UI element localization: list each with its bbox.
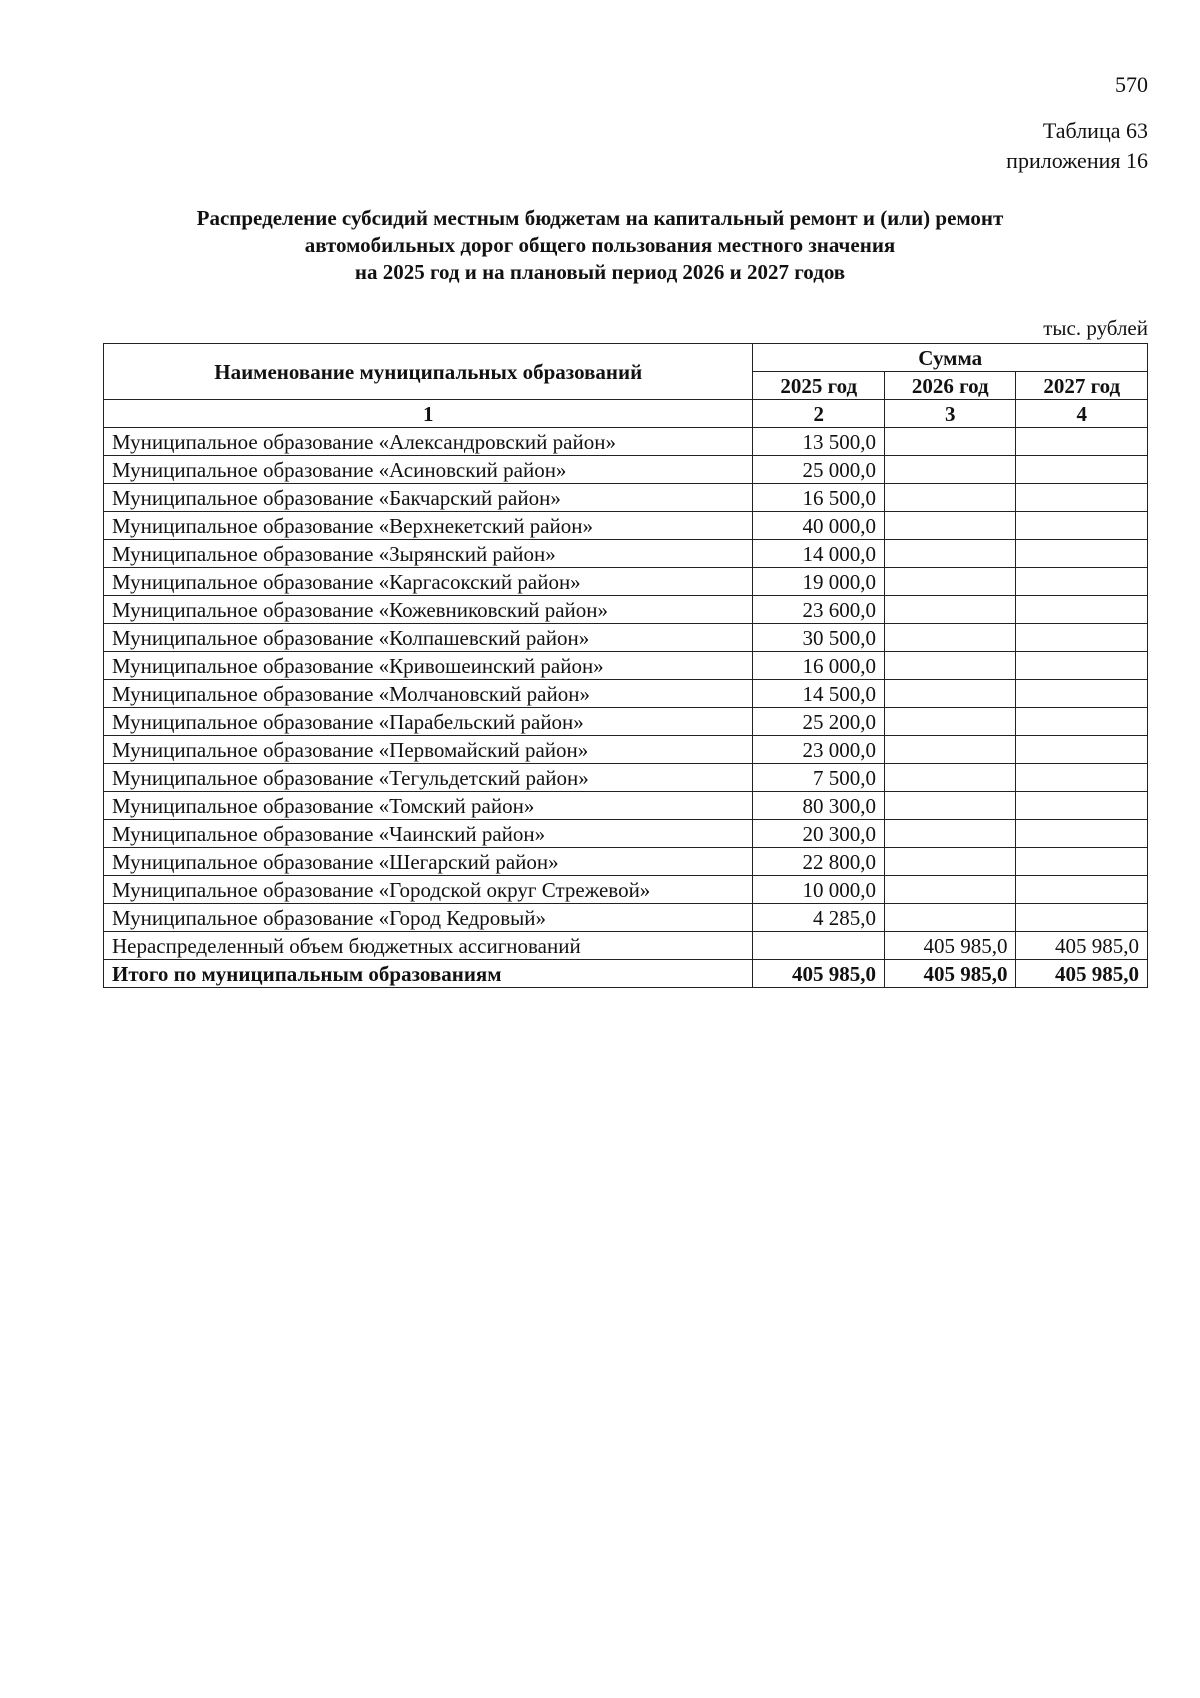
municipality-name: Муниципальное образование «Каргасокский район» xyxy=(104,568,753,596)
amount-2027 xyxy=(1016,680,1148,708)
amount-2025: 22 800,0 xyxy=(753,848,885,876)
column-number: 4 xyxy=(1016,400,1148,428)
amount-2026 xyxy=(884,764,1016,792)
amount-2025: 7 500,0 xyxy=(753,764,885,792)
amount-2025: 25 000,0 xyxy=(753,456,885,484)
amount-2026: 405 985,0 xyxy=(884,932,1016,960)
municipality-name: Муниципальное образование «Верхнекетский район» xyxy=(104,512,753,540)
amount-2026 xyxy=(884,484,1016,512)
amount-2025 xyxy=(753,932,885,960)
municipality-name: Муниципальное образование «Тегульдетский район» xyxy=(104,764,753,792)
amount-2026 xyxy=(884,848,1016,876)
amount-2025: 13 500,0 xyxy=(753,428,885,456)
amount-2026 xyxy=(884,652,1016,680)
amount-2026 xyxy=(884,680,1016,708)
amount-2027 xyxy=(1016,540,1148,568)
table-row xyxy=(104,428,1148,456)
amount-2026 xyxy=(884,568,1016,596)
municipality-name: Муниципальное образование «Город Кедровый» xyxy=(104,904,753,932)
table-row xyxy=(104,932,1148,960)
amount-2027 xyxy=(1016,456,1148,484)
amount-2025: 30 500,0 xyxy=(753,624,885,652)
amount-2027 xyxy=(1016,596,1148,624)
amount-2025: 16 000,0 xyxy=(753,652,885,680)
subsidy-table xyxy=(103,343,1148,988)
amount-2027 xyxy=(1016,792,1148,820)
table-row xyxy=(104,456,1148,484)
amount-2026 xyxy=(884,904,1016,932)
table-row xyxy=(104,596,1148,624)
amount-2025: 25 200,0 xyxy=(753,708,885,736)
table-row xyxy=(104,540,1148,568)
municipality-name: Муниципальное образование «Чаинский район» xyxy=(104,820,753,848)
amount-2027 xyxy=(1016,624,1148,652)
table-row xyxy=(104,848,1148,876)
header-year-2025: 2025 год xyxy=(753,372,885,400)
total-2025: 405 985,0 xyxy=(753,960,885,988)
amount-2025: 14 500,0 xyxy=(753,680,885,708)
header-year-2027: 2027 год xyxy=(1016,372,1148,400)
table-row xyxy=(104,484,1148,512)
municipality-name: Муниципальное образование «Парабельский район» xyxy=(104,708,753,736)
amount-2026 xyxy=(884,876,1016,904)
amount-2025: 23 600,0 xyxy=(753,596,885,624)
total-name: Итого по муниципальным образованиям xyxy=(104,960,753,988)
header-name: Наименование муниципальных образований xyxy=(104,344,753,400)
column-number-row xyxy=(104,400,1148,428)
title-line-3: на 2025 год и на плановый период 2026 и 2027 годов xyxy=(354,260,846,284)
municipality-name: Муниципальное образование «Бакчарский район» xyxy=(104,484,753,512)
amount-2026 xyxy=(884,540,1016,568)
amount-2027 xyxy=(1016,848,1148,876)
table-row xyxy=(104,680,1148,708)
document-title xyxy=(0,205,1200,286)
table-row xyxy=(104,792,1148,820)
amount-2025: 16 500,0 xyxy=(753,484,885,512)
municipality-name: Муниципальное образование «Зырянский район» xyxy=(104,540,753,568)
amount-2025: 40 000,0 xyxy=(753,512,885,540)
table-row xyxy=(104,764,1148,792)
table-caption xyxy=(1006,116,1148,176)
total-2026: 405 985,0 xyxy=(884,960,1016,988)
amount-2027 xyxy=(1016,764,1148,792)
table-row xyxy=(104,568,1148,596)
amount-2026 xyxy=(884,596,1016,624)
amount-2027 xyxy=(1016,708,1148,736)
amount-2027 xyxy=(1016,652,1148,680)
table-row xyxy=(104,904,1148,932)
amount-2025: 10 000,0 xyxy=(753,876,885,904)
amount-2026 xyxy=(884,624,1016,652)
table-row xyxy=(104,736,1148,764)
table-body xyxy=(104,428,1148,988)
municipality-name: Муниципальное образование «Колпашевский район» xyxy=(104,624,753,652)
amount-2025: 14 000,0 xyxy=(753,540,885,568)
amount-2026 xyxy=(884,708,1016,736)
municipality-name: Муниципальное образование «Кривошеинский район» xyxy=(104,652,753,680)
amount-2027 xyxy=(1016,736,1148,764)
amount-2026 xyxy=(884,736,1016,764)
header-sum: Сумма xyxy=(753,344,1148,372)
amount-2026 xyxy=(884,820,1016,848)
amount-2027 xyxy=(1016,428,1148,456)
amount-2025: 19 000,0 xyxy=(753,568,885,596)
column-number: 1 xyxy=(104,400,753,428)
amount-2026 xyxy=(884,428,1016,456)
municipality-name: Муниципальное образование «Городской округ Стрежевой» xyxy=(104,876,753,904)
amount-2026 xyxy=(884,792,1016,820)
amount-2025: 4 285,0 xyxy=(753,904,885,932)
table-row xyxy=(104,624,1148,652)
amount-2025: 80 300,0 xyxy=(753,792,885,820)
amount-2027: 405 985,0 xyxy=(1016,932,1148,960)
amount-2027 xyxy=(1016,820,1148,848)
page-number: 570 xyxy=(1115,72,1148,97)
table-row xyxy=(104,652,1148,680)
table-row xyxy=(104,876,1148,904)
total-row xyxy=(104,960,1148,988)
title-line-2: автомобильных дорог общего пользования местного значения xyxy=(304,233,896,257)
column-number: 3 xyxy=(884,400,1016,428)
municipality-name: Муниципальное образование «Первомайский район» xyxy=(104,736,753,764)
table-row xyxy=(104,512,1148,540)
amount-2026 xyxy=(884,512,1016,540)
municipality-name: Муниципальное образование «Асиновский район» xyxy=(104,456,753,484)
table-row xyxy=(104,708,1148,736)
table-label: Таблица 63 xyxy=(1042,118,1148,143)
municipality-name: Муниципальное образование «Кожевниковский район» xyxy=(104,596,753,624)
table-row xyxy=(104,820,1148,848)
municipality-name: Муниципальное образование «Молчановский район» xyxy=(104,680,753,708)
municipality-name: Муниципальное образование «Александровский район» xyxy=(104,428,753,456)
amount-2027 xyxy=(1016,568,1148,596)
municipality-name: Нераспределенный объем бюджетных ассигнований xyxy=(104,932,753,960)
appendix-label: приложения 16 xyxy=(1006,148,1148,173)
amount-2027 xyxy=(1016,904,1148,932)
amount-2025: 23 000,0 xyxy=(753,736,885,764)
amount-2025: 20 300,0 xyxy=(753,820,885,848)
title-line-1: Распределение субсидий местным бюджетам на капитальный ремонт и (или) ремонт xyxy=(196,206,1004,230)
amount-2027 xyxy=(1016,512,1148,540)
amount-2026 xyxy=(884,456,1016,484)
units-label: тыс. рублей xyxy=(1043,316,1148,340)
header-row-1 xyxy=(104,344,1148,372)
header-year-2026: 2026 год xyxy=(884,372,1016,400)
amount-2027 xyxy=(1016,484,1148,512)
column-number: 2 xyxy=(753,400,885,428)
municipality-name: Муниципальное образование «Томский район» xyxy=(104,792,753,820)
amount-2027 xyxy=(1016,876,1148,904)
total-2027: 405 985,0 xyxy=(1016,960,1148,988)
municipality-name: Муниципальное образование «Шегарский район» xyxy=(104,848,753,876)
